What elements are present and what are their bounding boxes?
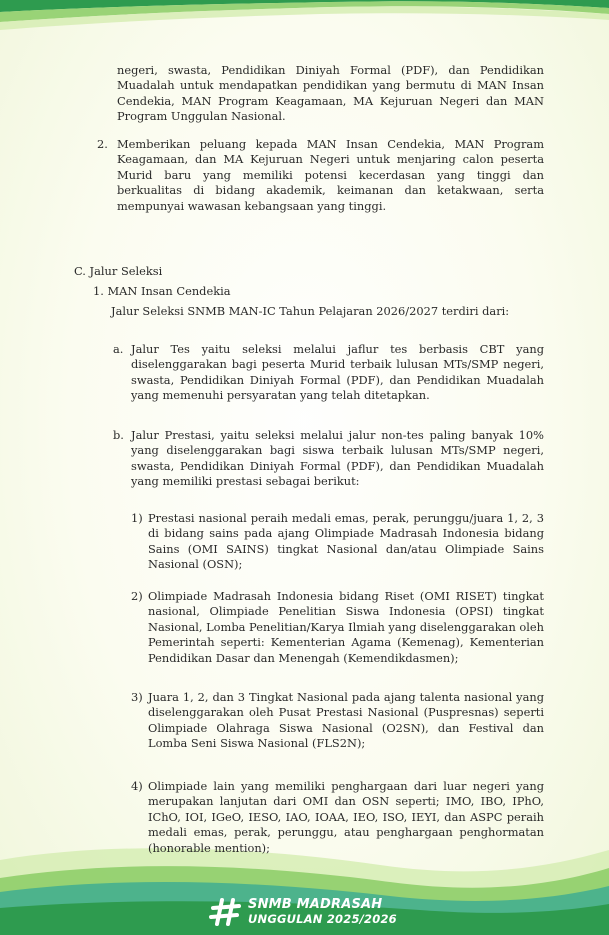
subsection-heading: 1. MAN Insan Cendekia xyxy=(93,284,231,298)
sublist-number: 2) xyxy=(131,589,143,603)
list-item-text: Jalur Tes yaitu seleksi melalui jaflur tes berbasis CBT yang diselenggarakan bagi peserta Murid terbaik lulusan MTs/SMP negeri, swasta, Pendidikan Diniyah Formal (PDF), dan Pendidikan Muadalah yang memenuhi persyaratan yang telah ditetapkan. xyxy=(131,342,544,403)
paragraph-continued: negeri, swasta, Pendidikan Diniyah Formal (PDF), dan Pendidikan Muadalah untuk mendapatkan pendidikan yang bermutu di MAN Insan Cendekia, MAN Program Keagamaan, MA Kejuruan Negeri dan MAN Program Unggulan Nasional. xyxy=(117,63,544,124)
sublist-item-text: Olimpiade Madrasah Indonesia bidang Riset (OMI RISET) tingkat nasional, Olimpiade Penelitian Siswa Indonesia (OPSI) tingkat Nasional, Lomba Penelitian/Karya Ilmiah yang diselenggarakan oleh Pemerintah seperti: Kementerian Agama (Kemenag), Kementerian Pendidikan Dasar dan Menengah (Kemendikdasmen); xyxy=(148,589,544,665)
list-letter: a. xyxy=(113,342,124,356)
list-item-text: Memberikan peluang kepada MAN Insan Cendekia, MAN Program Keagamaan, dan MA Kejuruan Negeri untuk menjaring calon peserta Murid baru yang memiliki potensi kecerdasan yang tinggi dan berkualitas di bidang akademik, keimanan dan ketakwaan, serta mempunyai wawasan kebangsaan yang tinggi. xyxy=(117,137,544,213)
sublist-number: 1) xyxy=(131,511,143,525)
sublist-item-text: Juara 1, 2, dan 3 Tingkat Nasional pada ajang talenta nasional yang diselenggarakan oleh Pusat Prestasi Nasional (Puspresnas) seperti Olimpiade Olahraga Siswa Nasional (O2SN), dan Festival dan Lomba Seni Siswa Nasional (FLS2N); xyxy=(148,690,544,751)
sublist-number: 4) xyxy=(131,779,143,793)
sublist-item-text: Prestasi nasional peraih medali emas, perak, perunggu/juara 1, 2, 3 di bidang sains pada ajang Olimpiade Madrasah Indonesia bidang Sains (OMI SAINS) tingkat Nasional dan/atau Olimpiade Sains Nasional (OSN); xyxy=(148,511,544,572)
list-letter: b. xyxy=(113,428,124,442)
section-heading: C. Jalur Seleksi xyxy=(74,264,163,278)
list-number: 2. xyxy=(97,137,108,151)
sublist-item-text: Olimpiade lain yang memiliki penghargaan dari luar negeri yang merupakan lanjutan dari OMI dan OSN seperti; IMO, IBO, IPhO, IChO, IOI, IGeO, IESO, IAO, IOAA, IEO, ISO, IEYI, dan ASPC peraih medali emas, perak, perunggu, atau penghargaan penghormatan (honorable mention); xyxy=(148,779,544,855)
list-item-text: Jalur Prestasi, yaitu seleksi melalui jalur non-tes paling banyak 10% yang diselenggarakan bagi siswa terbaik lulusan MTs/SMP negeri, swasta, Pendidikan Diniyah Formal (PDF), dan Pendidikan Muadalah yang memiliki prestasi sebagai berikut: xyxy=(131,428,544,489)
footer-title: SNMB MADRASAH xyxy=(248,897,383,912)
footer-brand xyxy=(0,893,609,933)
footer-subtitle: UNGGULAN 2025/2026 xyxy=(248,912,397,926)
intro-paragraph: Jalur Seleksi SNMB MAN-IC Tahun Pelajaran 2026/2027 terdiri dari: xyxy=(111,304,510,318)
hashtag-icon xyxy=(208,897,242,927)
sublist-number: 3) xyxy=(131,690,143,704)
